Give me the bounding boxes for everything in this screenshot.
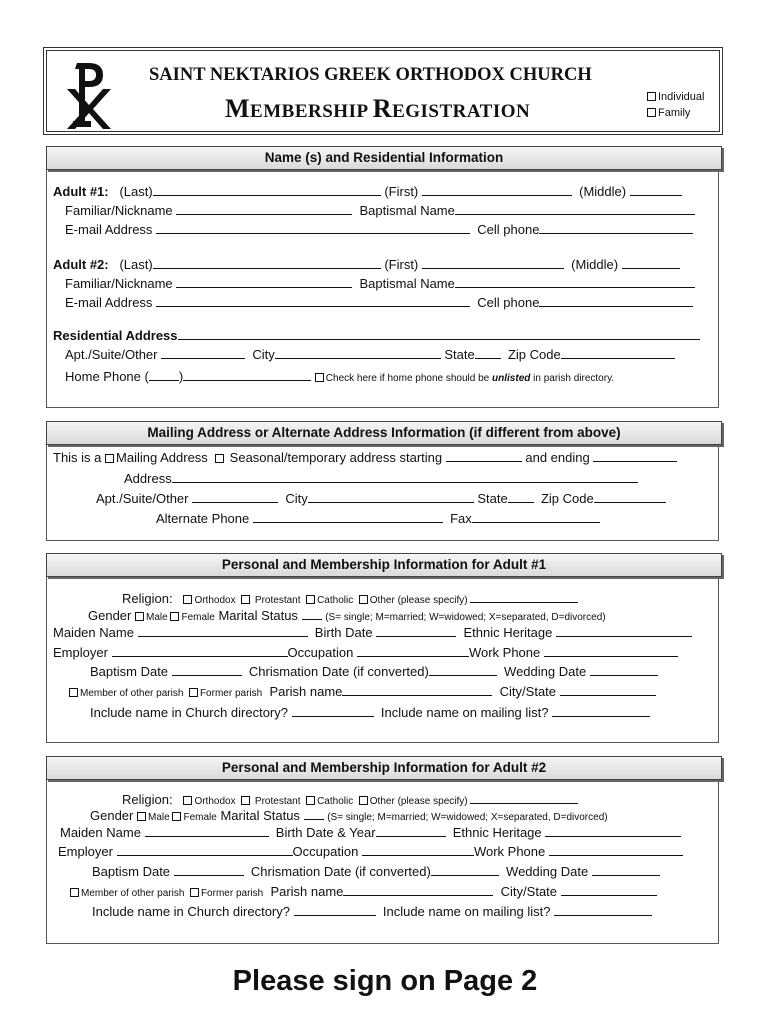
- checkbox-icon[interactable]: [647, 92, 656, 101]
- adult2-employer-line[interactable]: Employer Occupation Work Phone: [58, 844, 683, 859]
- checkbox-icon[interactable]: [315, 373, 324, 382]
- checkbox-icon[interactable]: [647, 108, 656, 117]
- checkbox-icon[interactable]: [306, 796, 315, 805]
- adult1-gender-line[interactable]: Gender Male Female Marital Status (S= single; M=married; W=widowed; X=separated, D=divorced): [88, 608, 606, 623]
- adult1-nickname-line[interactable]: Familiar/Nickname Baptismal Name: [65, 203, 695, 218]
- checkbox-icon[interactable]: [241, 796, 250, 805]
- adult1-baptism-line[interactable]: Baptism Date Chrismation Date (if converted) Wedding Date: [90, 664, 658, 679]
- mailing-type-line[interactable]: This is a Mailing Address Seasonal/temporary address starting and ending: [53, 450, 677, 465]
- mailing-city-line[interactable]: Apt./Suite/Other City State Zip Code: [96, 491, 666, 506]
- checkbox-icon[interactable]: [215, 454, 224, 463]
- section-adult1-header: Personal and Membership Information for Adult #1: [46, 553, 722, 577]
- checkbox-icon[interactable]: [359, 796, 368, 805]
- adult2-religion-line[interactable]: Religion: Orthodox Protestant Catholic Other (please specify): [122, 792, 578, 807]
- adult2-include-line[interactable]: Include name in Church directory? Include name on mailing list?: [92, 904, 652, 919]
- checkbox-icon[interactable]: [170, 612, 179, 621]
- checkbox-icon[interactable]: [135, 612, 144, 621]
- individual-option[interactable]: Individual: [647, 91, 704, 103]
- section-residential-header: Name (s) and Residential Information: [46, 146, 722, 170]
- adult1-religion-line[interactable]: Religion: Orthodox Protestant Catholic Other (please specify): [122, 591, 578, 606]
- residential-address-line[interactable]: Residential Address: [53, 328, 700, 343]
- adult1-employer-line[interactable]: Employer Occupation Work Phone: [53, 645, 678, 660]
- adult1-include-line[interactable]: Include name in Church directory? Include name on mailing list?: [90, 705, 650, 720]
- family-option[interactable]: Family: [647, 107, 690, 119]
- section-adult2-header: Personal and Membership Information for Adult #2: [46, 756, 722, 780]
- checkbox-icon[interactable]: [183, 796, 192, 805]
- adult1-email-line[interactable]: E-mail Address Cell phone: [65, 222, 693, 237]
- adult2-baptism-line[interactable]: Baptism Date Chrismation Date (if converted) Wedding Date: [92, 864, 660, 879]
- chi-rho-icon: [63, 59, 115, 131]
- mailing-address-line[interactable]: Address: [124, 471, 638, 486]
- checkbox-icon[interactable]: [69, 688, 78, 697]
- church-name: SAINT NEKTARIOS GREEK ORTHODOX CHURCH: [149, 65, 592, 85]
- checkbox-icon[interactable]: [241, 595, 250, 604]
- section-mailing-header: Mailing Address or Alternate Address Information (if different from above): [46, 421, 722, 445]
- checkbox-icon[interactable]: [359, 595, 368, 604]
- adult2-email-line[interactable]: E-mail Address Cell phone: [65, 295, 693, 310]
- checkbox-icon[interactable]: [137, 812, 146, 821]
- adult1-maiden-line[interactable]: Maiden Name Birth Date Ethnic Heritage: [53, 625, 692, 640]
- checkbox-icon[interactable]: [306, 595, 315, 604]
- alternate-phone-line[interactable]: Alternate Phone Fax: [156, 511, 600, 526]
- adult2-name-line[interactable]: Adult #2: (Last) (First) (Middle): [53, 257, 680, 272]
- sign-page2-note: Please sign on Page 2: [232, 965, 538, 997]
- checkbox-icon[interactable]: [105, 454, 114, 463]
- checkbox-icon[interactable]: [172, 812, 181, 821]
- adult1-parish-line[interactable]: Member of other parish Former parish Parish name City/State: [69, 684, 656, 699]
- adult2-gender-line[interactable]: Gender Male Female Marital Status (S= single; M=married; W=widowed; X=separated, D=divorced): [90, 808, 608, 823]
- checkbox-icon[interactable]: [190, 888, 199, 897]
- checkbox-icon[interactable]: [70, 888, 79, 897]
- residential-city-line[interactable]: Apt./Suite/Other City State Zip Code: [65, 347, 675, 362]
- adult2-parish-line[interactable]: Member of other parish Former parish Parish name City/State: [70, 884, 657, 899]
- adult2-maiden-line[interactable]: Maiden Name Birth Date & Year Ethnic Heritage: [60, 825, 681, 840]
- checkbox-icon[interactable]: [183, 595, 192, 604]
- home-phone-line[interactable]: Home Phone ( ) Check here if home phone should be unlisted in parish directory.: [65, 369, 615, 384]
- checkbox-icon[interactable]: [189, 688, 198, 697]
- form-header: [43, 47, 723, 135]
- adult1-name-line[interactable]: Adult #1: (Last) (First) (Middle): [53, 184, 682, 199]
- form-title: MEMBERSHIP REGISTRATION: [225, 94, 531, 123]
- adult2-nickname-line[interactable]: Familiar/Nickname Baptismal Name: [65, 276, 695, 291]
